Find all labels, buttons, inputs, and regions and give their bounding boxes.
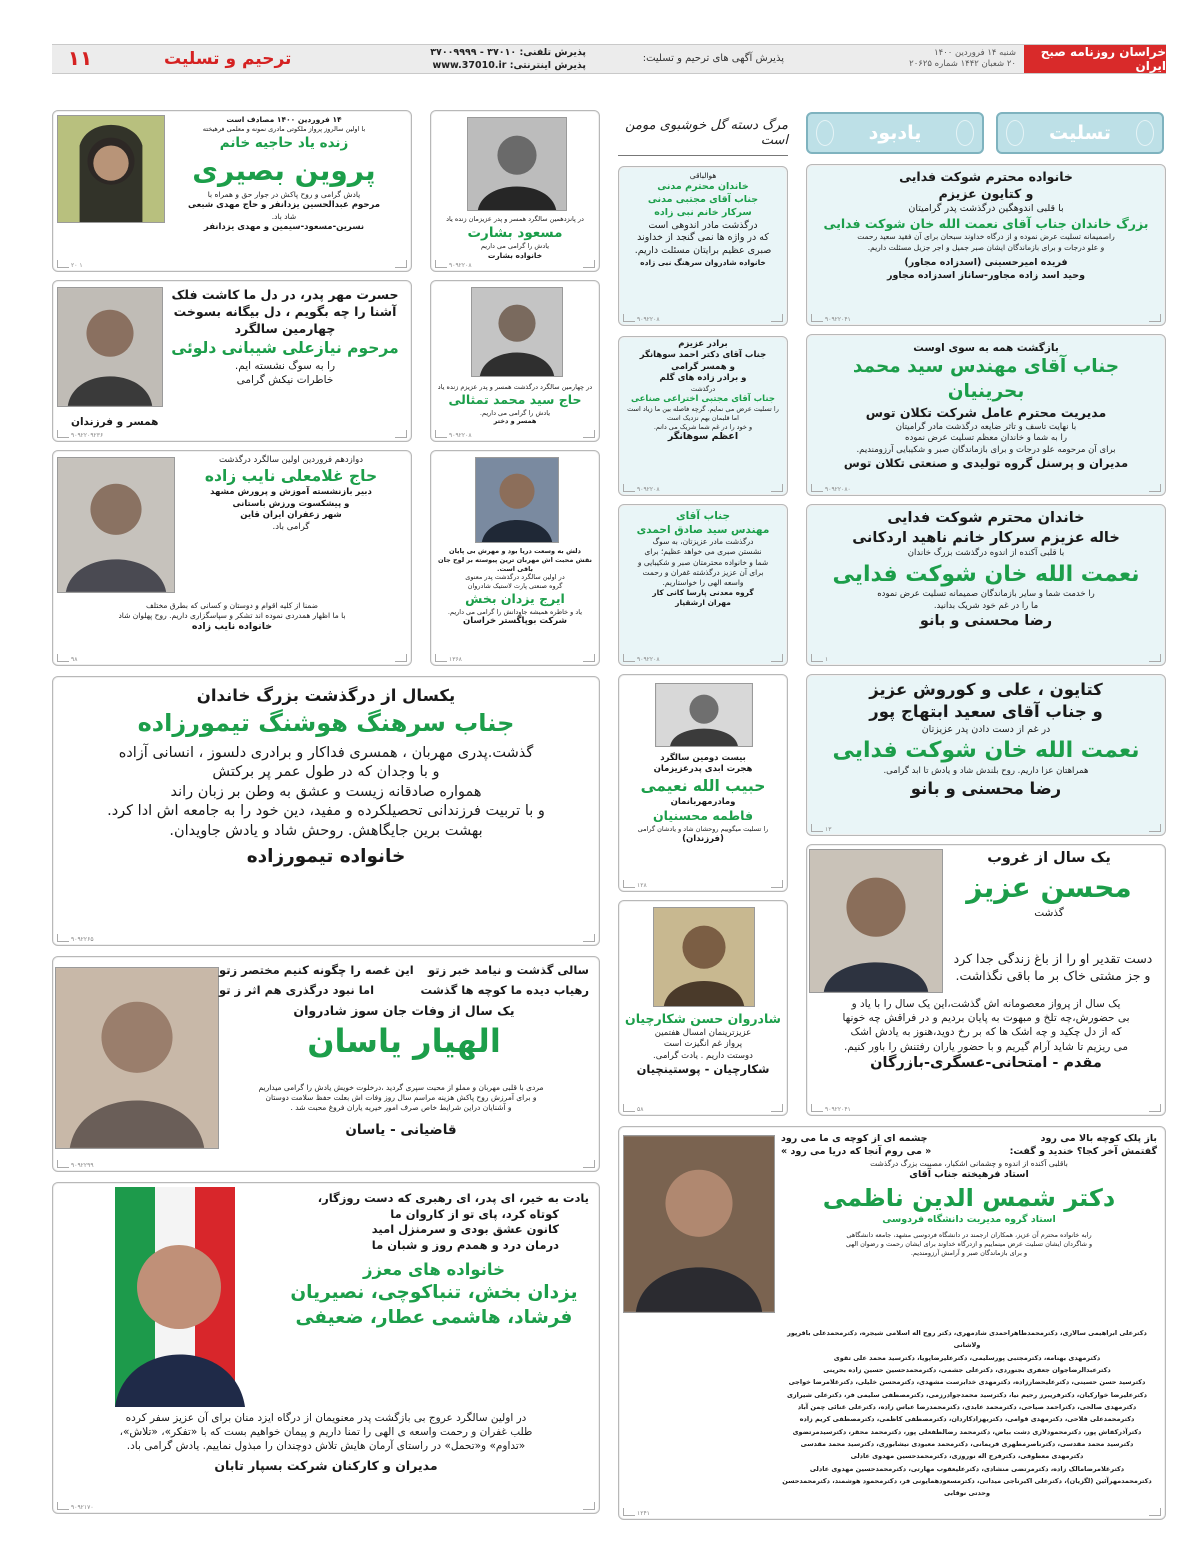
card-line: شاد باد. <box>271 211 297 221</box>
date-line-1: شنبه ۱۴ فروردین ۱۴۰۰ <box>934 48 1016 58</box>
card-line: گرامی باد. <box>272 521 310 532</box>
card-line: پرواز غم انگیزت است <box>663 1039 743 1050</box>
corner-ornament-icon <box>623 1508 635 1516</box>
recipient-name: خانواده های معزز <box>362 1260 506 1280</box>
corner-ornament-icon <box>1149 1508 1161 1516</box>
signature: گروه معدنی پارسا کانی کار <box>652 587 754 597</box>
contact-info <box>430 47 586 73</box>
signature: خانواده بشارت <box>487 250 543 260</box>
portrait-photo <box>653 907 755 1007</box>
aziz-memorial-card <box>806 844 1166 1116</box>
signatory-line: دکترمهدی صالحی، دکتراحمد صیاحی، دکترمحمد عابدی، دکترمحمدرضا عباس زاده، دکترعلی غنائی چمن آباد <box>797 1403 1137 1412</box>
card-line: در اولین سالگرد عروج بی بازگشت پدر معنویمان از درگاه ایزد منان برای آن عزیز سفر کرده <box>125 1412 527 1424</box>
recipient-name: جناب آقای مجتبی مدنی <box>647 193 759 205</box>
page-number: ۱۱ <box>67 46 93 70</box>
signature: شرکت بوپاگستر خراسان <box>463 616 567 627</box>
ad-ref-number: ۹۰۹۲۲۰۴۱ <box>825 1106 851 1113</box>
corner-ornament-icon <box>57 1502 69 1510</box>
card-line: و شاگردان ایشان تسلیت عرض مینماییم و ازدرگاه خداوند برای ایشان رحمت و رضوان الهی <box>845 1239 1093 1248</box>
card-line: یک سال از غروب <box>987 850 1111 866</box>
signature: خانواده شادروان سرهنگ نبی زاده <box>640 258 766 267</box>
card-line: در اولین سالگرد درگذشت پدر معنوی <box>465 573 565 582</box>
deceased-name: نعمت الله خان شوکت فدایی <box>832 738 1140 764</box>
shibani-memorial-card <box>52 280 412 442</box>
card-line: خانواده محترم شوکت فدایی <box>899 169 1073 184</box>
corner-ornament-icon <box>583 934 595 942</box>
signatory-line: دکترعلیرضا خوارکیان، دکترفریبرز رحیم نیا، دکترسید محمدجوادرزمی، دکترمصطفی سلیمی فر، دکترعلی شیرازی <box>786 1390 1148 1399</box>
card-line: جناب آقای دکتر احمد سوهانگر <box>639 350 767 361</box>
card-line: و با وجدان که در طول عمر پر برکتش <box>212 764 440 781</box>
signatory-line: دکترمهدی بهنامه، دکترمجتبی پورسلیمی، دکترعلیرضاپویا، دکترسید محمد علی تقوی <box>833 1353 1101 1362</box>
card-line: نقش محبت اش مهربان ترین پیوسته بر لوح جان باقی است. <box>438 555 592 573</box>
ad-ref-number: ۹۰۹۲۲۰۸۰ <box>825 486 851 493</box>
card-line: دبیر بازنشسته آموزش و پرورش مشهد <box>210 487 372 498</box>
signatory-line: دکترعبدالرضاجوان جعفری بجنوردی، دکترعلی جشمی، دکترمحمدحسین حسین زاده بحرینی <box>823 1366 1111 1375</box>
recipient-name: یزدان بخش، تنباکوچی، نصیریان <box>290 1282 578 1304</box>
signatory-line: دکترغلامرضامالک زاده، دکترمرتضی منشادی، دکترعلیعقوب مهارتی، دکترمحمدحسین مهدوی عادلی <box>809 1464 1125 1473</box>
corner-ornament-icon <box>623 1104 635 1112</box>
date-line-2: ۲۰ شعبان ۱۴۴۲ شماره ۲۰۶۲۵ <box>909 59 1016 70</box>
card-line: هوالباقی <box>689 171 717 180</box>
ad-ref-number: ۹۰۹۲۲۰۸ <box>637 316 660 323</box>
deceased-name: جناب آقای مجتبی اختراعی صناعی <box>631 393 775 404</box>
deceased-name: فاطمه محسنیان <box>653 808 753 824</box>
phone-line: پذیرش تلفنی: ۳۷۰۱۰ - ۳۷۰۰۹۹۹۹ <box>430 47 586 58</box>
card-line: یک سال از وفات جان سوز شادروان <box>293 1003 515 1018</box>
tamsali-memorial-card <box>430 280 600 442</box>
card-line: که در واژه ها نمی گنجد از خداوند <box>637 232 769 244</box>
card-line: در چهارمین سالگرد درگذشت همسر و پدر عزیزم زنده یاد <box>437 383 593 391</box>
corner-ornament-icon <box>771 880 783 888</box>
deceased-name: حبیب الله نعیمی <box>640 776 766 795</box>
card-line: که از دل چکید و چه اشک ها که بر رخ دوید،هنوز به یادش اشک <box>850 1026 1122 1039</box>
card-line: مردی با قلبی مهربان و مملو از محبت سپری گردید ،درخلوت خویش یادش را گرامی میداریم <box>258 1083 544 1092</box>
signature: همسر و فرزندان <box>71 416 159 428</box>
ad-ref-number: ۹۰۹۲۲۶۵ <box>71 936 94 943</box>
card-line: گذشت.پدری مهربان ، همسری فداکار و برادری دلسوز ، انسانی آزاده <box>118 744 534 761</box>
recipient-name: مهندس سید صادق احمدی <box>636 524 770 537</box>
corner-ornament-icon <box>771 314 783 322</box>
card-line: و برای آمرزش روح پاکش هزینه مراسم سال روز وفات اش بعلت حفظ سلامت دوستان <box>265 1093 537 1103</box>
card-line: صبری عظیم برایتان مسئلت داریم. <box>634 245 772 257</box>
deceased-name: مرحوم نیازعلی شیبانی دلوئی <box>171 338 399 357</box>
deceased-name: حاج غلامعلی نایب زاده <box>204 467 378 486</box>
ad-ref-number: ۹۰۹۲۲۰۸ <box>449 432 472 439</box>
portrait-photo <box>55 967 219 1149</box>
remembrance-banner <box>806 112 984 154</box>
recipient-name: خاندان محترم مدنی <box>657 181 749 193</box>
card-line: و جز مشتی خاک بر ما باقی نگذاشت. <box>955 967 1151 983</box>
card-line: و خود را در غم شما شریک می دانم. <box>653 422 753 431</box>
card-line: و پیشکسوت ورزش باستانی <box>232 498 350 509</box>
corner-ornament-icon <box>57 260 69 268</box>
ad-ref-number: ۹۰۹۲۲۰۸ <box>637 486 660 493</box>
ahmadi-condolence-card <box>618 504 788 666</box>
corner-ornament-icon <box>583 1160 595 1168</box>
card-line: نشستن صبری می خواهد عظیم؛ برای <box>644 547 762 557</box>
card-line: راصمیمانه تسلیت عرض نموده و از درگاه خداوند سبحان برای آن فقید سعید رحمت <box>857 232 1115 242</box>
corner-ornament-icon <box>623 880 635 888</box>
portrait-photo <box>475 457 559 543</box>
card-line: بهشت برین جایگاهش. روحش شاد و یادش جاویدان. <box>169 822 483 839</box>
card-line: درگذشت مادر اندوهی است <box>648 219 758 231</box>
ad-ref-number: ۲۰ ۱ <box>71 262 83 269</box>
signature: (فرزندان) <box>682 833 724 844</box>
deceased-name: نعمت الله خان شوکت فدایی <box>832 561 1140 587</box>
corner-ornament-icon <box>57 430 69 438</box>
motto-line: مرگ دسته گل خوشبوی مومن است <box>618 110 788 156</box>
corner-ornament-icon <box>1149 654 1161 662</box>
card-line: آشنا را چه بگویم ، دل بیگانه بسوخت <box>173 303 397 319</box>
portrait-photo <box>809 849 943 993</box>
corner-ornament-icon <box>623 314 635 322</box>
card-line: مدیریت محترم عامل شرکت تکلان توس <box>865 405 1107 421</box>
nazemi-condolence-card <box>618 1126 1166 1520</box>
card-line: اما قلبمان بهم نزدیک است <box>667 413 739 422</box>
poem-line: سالی گذشت و نیامد خبر زتو <box>428 963 589 977</box>
corner-ornament-icon <box>623 484 635 492</box>
corner-ornament-icon <box>811 1104 823 1112</box>
signature: شکارچیان - پوستینچیان <box>636 1062 770 1077</box>
card-line: یادش را گرامی می داریم. <box>479 408 551 417</box>
remembrance-banner-label: یادبود <box>868 122 922 144</box>
card-line: طلب غفران و رحمت واسعه ی الهی را تمنا داریم و پیمان خواهیم بست که با «تفکر»، «تلاش»، <box>119 1426 533 1439</box>
card-line: چهارمین سالگرد <box>234 320 336 336</box>
signature: مهران ارشقیار <box>675 598 731 608</box>
deceased-name: محسن عزیز <box>966 870 1132 904</box>
card-line: خاطرات نیکش گرامی <box>236 373 334 386</box>
card-line: خاله عزیزم سرکار خانم ناهید اردکانی <box>852 529 1120 546</box>
corner-ornament-icon <box>583 260 595 268</box>
card-line: با قلبی اندوهگین درگذشت پدر گرامیتان <box>908 202 1064 214</box>
ad-ref-number: ۹۰۹۲۲۰۴۱ <box>825 316 851 323</box>
corner-ornament-icon <box>57 654 69 662</box>
shekarchian-memorial-card <box>618 900 788 1116</box>
poem-line: باز پلک کوچه بالا می رود <box>1040 1133 1157 1144</box>
card-line: دوازدهم فروردین اولین سالگرد درگذشت <box>218 455 364 465</box>
card-line: واسعه الهی را خواستاریم. <box>662 577 744 587</box>
signatory-line: دکترعلی ابراهیمی سالاری، دکترمحمدطاهراحمدی شادمهری، دکتر روح اله اسلامی شیجره، دکترمحمدعلی باقرپور ولاشانی <box>787 1329 1147 1350</box>
portrait-photo <box>57 287 163 407</box>
card-line: ضمنا از کلیه اقوام و دوستان و کسانی که بطرق مختلف <box>146 601 318 610</box>
corner-ornament-icon <box>811 314 823 322</box>
corner-ornament-icon <box>811 654 823 662</box>
signature: مدیران و پرسنل گروه تولیدی و صنعتی تکلان توس <box>843 456 1129 471</box>
signatory-line: دکترمحمدمهرآئین (لگزیان)، دکترعلی اکبرناجی میدانی، دکترمسعودهمایونی فر، دکترمحمود هوشمند، دکترمحمدحسن وحدتی نوقابی <box>782 1477 1152 1498</box>
section-title: ترحیم و تسلیت <box>164 49 292 69</box>
corner-ornament-icon <box>1149 484 1161 492</box>
card-line: برای آن مرحومه علو درجات و برای بازماندگان صبر و شکیبایی آرزومندیم. <box>856 444 1116 455</box>
poem-line: رهیاب دیده ما کوچه ها گذشت <box>420 983 589 997</box>
corner-ornament-icon <box>435 260 447 268</box>
fadaei-condolence-card <box>806 164 1166 326</box>
signature: خانواده نایب زاده <box>191 621 273 633</box>
portrait-photo <box>57 115 165 223</box>
deceased-name: مسعود بشارت <box>467 224 563 241</box>
ad-ref-number: ۹۰۹۲۲۰۹۲۳۶ <box>71 432 104 439</box>
card-line: با ما اظهار همدردی نموده اند تشکر و سپاسگزاری داریم. روح پهلوان شاد <box>118 611 346 621</box>
bahreinian-condolence-card <box>806 334 1166 496</box>
card-line: شما و خانواده محترمتان صبر و شکیبایی و <box>637 557 769 567</box>
besharat-memorial-card <box>430 110 600 272</box>
card-line: عزیزترینمان امسال هفتمین <box>654 1027 752 1038</box>
nabizadeh-condolence-card <box>618 166 788 326</box>
card-line: و با تربیت فرزندانی تحصیلکرده و مفید، دین خود را به جامعه اش ادا کرد. <box>107 803 545 820</box>
signature: قاضیانی - یاسان <box>345 1122 457 1139</box>
card-line: درگذشت <box>690 384 716 393</box>
portrait-photo <box>467 117 567 211</box>
signature: رضا محسنی و بانو <box>910 778 1062 798</box>
poem-line: این غصه را چگونه کنیم مختصر زتو <box>219 963 414 977</box>
deceased-name: بزرگ خاندان جناب آقای نعمت الله خان شوکت فدایی <box>823 215 1149 231</box>
signature: اعظم سوهانگر <box>667 431 739 443</box>
card-line: همراهتان عزا داریم. روح بلندش شاد و یادش تا ابد گرامی. <box>883 766 1089 777</box>
corner-ornament-icon <box>583 430 595 438</box>
corner-ornament-icon <box>811 484 823 492</box>
card-line: یادش گرامی و روح پاکش در جوار حق و همراه با <box>207 189 361 199</box>
card-line: یاد و خاطره همیشه جاودانش را گرامی می داریم. <box>447 607 583 616</box>
corner-ornament-icon <box>395 430 407 438</box>
card-line: و همسر گرامی <box>671 361 735 372</box>
signature: مقدم - امتحانی-عسگری-بازرگان <box>870 1054 1102 1071</box>
fadaei-nephew-card <box>806 504 1166 666</box>
card-line: زنده یاد حاجیه خانم <box>219 134 349 151</box>
signature: نسرین-مسعود-سیمین و مهدی یزدانفر <box>203 221 365 232</box>
card-line: و علو درجات و برای بازماندگان ایشان صبر جمیل و اجر جزیل مسئلت داریم. <box>867 242 1105 252</box>
card-line: جناب آقای <box>675 510 731 522</box>
card-line: و آشنایان دراین شرایط خاص صرف امور خیریه یاران فروغ محبت شد . <box>290 1103 512 1113</box>
card-line: را به شما و خاندان معظم تسلیت عرض نموده <box>905 433 1067 444</box>
poem-line: کانون عشق بودی و سرمنزل امید <box>371 1222 559 1237</box>
deceased-name: شادروان حسن شکارچیان <box>625 1011 781 1026</box>
ad-ref-number: ۱۲۸ <box>637 882 647 889</box>
card-line: حسرت مهر پدر، در دل ما کاشت فلک <box>171 287 399 302</box>
corner-ornament-icon <box>771 484 783 492</box>
signatory-line: دکترمهدی معطوفی، دکترفرج اله نوروزی، دکترمحمدحسین مهدوی عادلی <box>850 1452 1084 1461</box>
tabaan-memorial-card <box>52 1182 600 1514</box>
card-line: می ریزیم تا شاید آرام گیریم و با حضور یاران رفتنش را باور کنیم. <box>843 1040 1129 1053</box>
corner-ornament-icon <box>811 824 823 832</box>
poem-line: چشمه ای از کوچه ی ما می رود <box>781 1133 928 1144</box>
ad-ref-number: ۱۳ <box>825 826 832 833</box>
deceased-name: پروین بصیری <box>192 154 376 188</box>
portrait-photo <box>57 457 175 593</box>
newspaper-brand: خراسان روزنامه صبح ایران <box>1024 45 1166 73</box>
corner-ornament-icon <box>771 654 783 662</box>
deceased-name: حاج سید محمد تمثالی <box>448 391 582 407</box>
card-line: همواره صادقانه زیست و عشق به وطن بر زبان راند <box>170 783 482 800</box>
recipient-name: جناب آقای مهندس سید محمد بحرینیان <box>852 356 1120 403</box>
card-line: گروه صنعتی پارت لاستیک شادروان <box>467 582 563 591</box>
card-line: بازگشت همه به سوی اوست <box>913 342 1059 354</box>
card-line: مرحوم عبدالحسین یزدانفر و حاج مهدی شبعی <box>187 200 381 211</box>
corner-ornament-icon <box>623 654 635 662</box>
deceased-name: دکتر شمس الدین ناظمی <box>822 1183 1116 1212</box>
ornament-icon <box>1136 120 1154 146</box>
ornament-icon <box>816 120 834 146</box>
condolence-banner <box>996 112 1164 154</box>
ad-ref-number: ۹۰۹۲۲۰۸ <box>449 262 472 269</box>
signature: خانواده تیمورزاده <box>246 846 406 868</box>
poem-line: « می روم آنجا که دریا می رود » <box>781 1146 932 1157</box>
signature: همسر و دختر <box>493 417 537 426</box>
card-line: ومادرمهربانمان <box>670 796 736 807</box>
signatory-line: دکترسید محمد مقدسی، دکترناصرمطهری فریمانی، دکترمحمد معبودی نیشابوری، دکترسید محمد مقدسی <box>800 1440 1134 1449</box>
corner-ornament-icon <box>435 430 447 438</box>
card-line: شهر زعفران ایران قاین <box>240 510 342 521</box>
card-line: را به سوگ نشسته ایم. <box>234 359 336 372</box>
card-line: خاندان محترم شوکت فدایی <box>887 510 1085 526</box>
recipient-name: فرشاد، هاشمی عطار، ضعیفی <box>295 1307 573 1329</box>
corner-ornament-icon <box>1149 314 1161 322</box>
card-line: «تداوم» و«تحمل» در راستای آرمان هایش تلاش دوچندان را مبذول نماییم. یادش گرامی باد. <box>126 1440 526 1453</box>
portrait-photo <box>655 683 753 747</box>
poem-line: گفتمش آخر کجا؟ خندید و گفت: <box>1009 1146 1157 1157</box>
ad-ref-number: ۱۳۶۸ <box>449 656 462 663</box>
intake-label: پذیرش آگهی های ترحیم و تسلیت: <box>642 53 784 64</box>
signature: رضا محسنی و بانو <box>919 613 1053 630</box>
card-line: باقلبی آکنده از اندوه و چشمانی اشکبار، مصیبت بزرگ درگذشت <box>870 1159 1068 1168</box>
ornament-icon <box>1006 120 1024 146</box>
card-line: را تسلیت عرض می نمایم. گرچه فاصله بین ما زیاد است <box>627 405 779 414</box>
recipient-name: سرکار خانم نبی زاده <box>654 206 752 218</box>
signatory-line: دکترمحمدعلی فلاحی، دکترمهدی قوامی، دکتربهزادکاردان، دکترمصطفی کاظمی، دکترمصطفی کریم زاده <box>799 1415 1135 1424</box>
ad-ref-number: ۹۰۹۲۲۰۸ <box>637 656 660 663</box>
card-line: را خدمت شما و سایر بازماندگان صمیمانه تسلیت عرض نموده <box>877 589 1095 600</box>
signatory-line: دکترسید حسن حسینی، دکترعلیحضارزاده، دکترمهدی خدابرست مشهدی، دکترمحسن خلیلی، دکترغلامرضا خواجی <box>788 1378 1146 1387</box>
card-line: ما را در غم خود شریک بدانید. <box>933 600 1039 611</box>
card-line: دست تقدیر او را از باغ زندگی جدا کرد <box>953 951 1153 966</box>
card-line: برای آن عزیز درگذشته غفران و رحمت <box>642 567 764 577</box>
card-line: و برادر زاده های گلم <box>659 373 747 384</box>
ad-ref-number: ۱۲۴۱ <box>637 1510 650 1517</box>
yazdanbakhsh-memorial-card <box>430 450 600 666</box>
ebtehaj-condolence-card <box>806 674 1166 836</box>
card-line: استاد فرهیخته جناب آقای <box>909 1169 1029 1181</box>
ad-ref-number: ۵۸ <box>637 1106 644 1113</box>
yasan-memorial-card <box>52 956 600 1172</box>
deceased-name: ایرج یزدان بخش <box>465 590 565 606</box>
card-line: و جناب آقای سعید ابتهاج پور <box>869 702 1103 722</box>
signature: فریده امیرحسینی (اسدزاده مجاور) <box>904 256 1068 268</box>
corner-ornament-icon <box>435 654 447 662</box>
naeimi-memorial-card <box>618 674 788 892</box>
card-line: کتایون ، علی و کوروش عزیز <box>869 680 1103 699</box>
corner-ornament-icon <box>395 654 407 662</box>
condolence-banner-label: تسلیت <box>1048 122 1112 144</box>
card-line: درگذشت مادر عزیزتان، به سوگ <box>652 537 754 547</box>
card-line: ۱۴ فروردین ۱۴۰۰ مصادف است <box>226 115 342 124</box>
corner-ornament-icon <box>395 260 407 268</box>
sohanger-condolence-card <box>618 336 788 496</box>
page-header <box>52 44 1166 74</box>
corner-ornament-icon <box>1149 824 1161 832</box>
ad-ref-number: ۹۰۹۲۱۷۰ <box>71 1504 94 1511</box>
card-line: یادش را گرامی می داریم <box>480 241 550 250</box>
card-line: برادر عزیزم <box>678 339 728 349</box>
deceased-name: جناب سرهنگ هوشنگ تیمورزاده <box>137 709 515 738</box>
poem-line: کوتاه کرد، پای تو از کاروان ما <box>390 1206 559 1221</box>
portrait-photo <box>471 287 563 377</box>
card-line: بیست دومین سالگرد <box>660 753 746 763</box>
corner-ornament-icon <box>771 1104 783 1112</box>
poem-line: اما نبود درگذری هم اثر ز تو <box>219 983 375 997</box>
corner-ornament-icon <box>57 1160 69 1168</box>
signatories-list <box>779 1327 1155 1500</box>
issue-date <box>866 48 1016 71</box>
card-line: دلش به وسعت دریا بود و مهرش بی پایان <box>449 547 581 555</box>
card-line: بی حضورش،چه تلخ و مبهوت به پایان بردیم و در فراقش چه خونها <box>842 1012 1130 1025</box>
signature: وحید اسد زاده مجاور-ساناز اسدزاده مجاور <box>886 269 1086 281</box>
corner-ornament-icon <box>57 934 69 942</box>
card-line: استاد گروه مدیریت دانشگاه فردوسی <box>882 1214 1056 1226</box>
ornament-icon <box>956 120 974 146</box>
basiri-memorial-card <box>52 110 412 272</box>
card-line: و برای بازماندگان صبر و آرامش آرزومندیم. <box>910 1248 1028 1257</box>
corner-ornament-icon <box>1149 1104 1161 1112</box>
nayebzadeh-memorial-card <box>52 450 412 666</box>
card-line: یک سال از پرواز معصومانه اش گذشت،این یک سال را با یاد و <box>851 998 1121 1010</box>
card-line: گذشت <box>1034 907 1064 920</box>
ad-ref-number: ۱ <box>825 656 829 663</box>
card-line: رابه خانواده محترم آن عزیز، همکاران ارجمند در دانشگاه فردوسی مشهد، جامعه دانشگاهی <box>846 1231 1092 1240</box>
deceased-name: الهیار یاسان <box>307 1021 501 1060</box>
signature: مدیران و کارکنان شرکت بسپار تابان <box>214 1457 438 1473</box>
card-line: با قلبی آکنده از اندوه درگذشت بزرگ خاندان <box>907 548 1065 559</box>
poem-line: یادت به خیر، ای پدر، ای رهبری که دست روزگار، <box>317 1191 589 1205</box>
corner-ornament-icon <box>583 1502 595 1510</box>
signatory-line: دکترآذرکفاش پور، دکترمحمودلاری دشت بیاض، دکترمحمد رضالطفعلی پور، دکترمحمد محقر، دکترسیدمرتضوی <box>792 1427 1142 1436</box>
poem-line: درمان درد و همدم روز و شبان ما <box>371 1237 559 1252</box>
web-line: پذیرش اینترنتی: www.37010.ir <box>432 59 586 71</box>
card-line: در پانزدهمین سالگرد همسر و پدر عزیزمان زنده یاد <box>446 215 584 223</box>
card-line: با نهایت تاسف و تاثر ضایعه درگذشت مادر گرامیتان <box>895 421 1077 432</box>
card-line: در غم از دست دادن پدر عزیزتان <box>921 723 1051 735</box>
card-line: با اولین سالروز پرواز ملکوتی مادری نمونه و معلمی فرهیخته <box>202 125 366 134</box>
portrait-photo <box>55 1187 273 1407</box>
card-line: هجرت ابدی پدرعزیزمان <box>653 764 753 775</box>
ad-ref-number: ۹۰۹۲۲۹۹ <box>71 1162 94 1169</box>
card-line: یکسال از درگذشت بزرگ خاندان <box>196 686 456 705</box>
card-line: دوستت داریم . یادت گرامی. <box>653 1050 753 1061</box>
portrait-photo <box>623 1135 775 1313</box>
card-line: را تسلیت میگوییم روحشان شاد و یادشان گرامی <box>637 825 769 834</box>
ad-ref-number: ۹۸ <box>71 656 78 663</box>
corner-ornament-icon <box>583 654 595 662</box>
card-line: و کتایون عزیزم <box>938 185 1034 201</box>
teymourzadeh-memorial-card <box>52 676 600 946</box>
